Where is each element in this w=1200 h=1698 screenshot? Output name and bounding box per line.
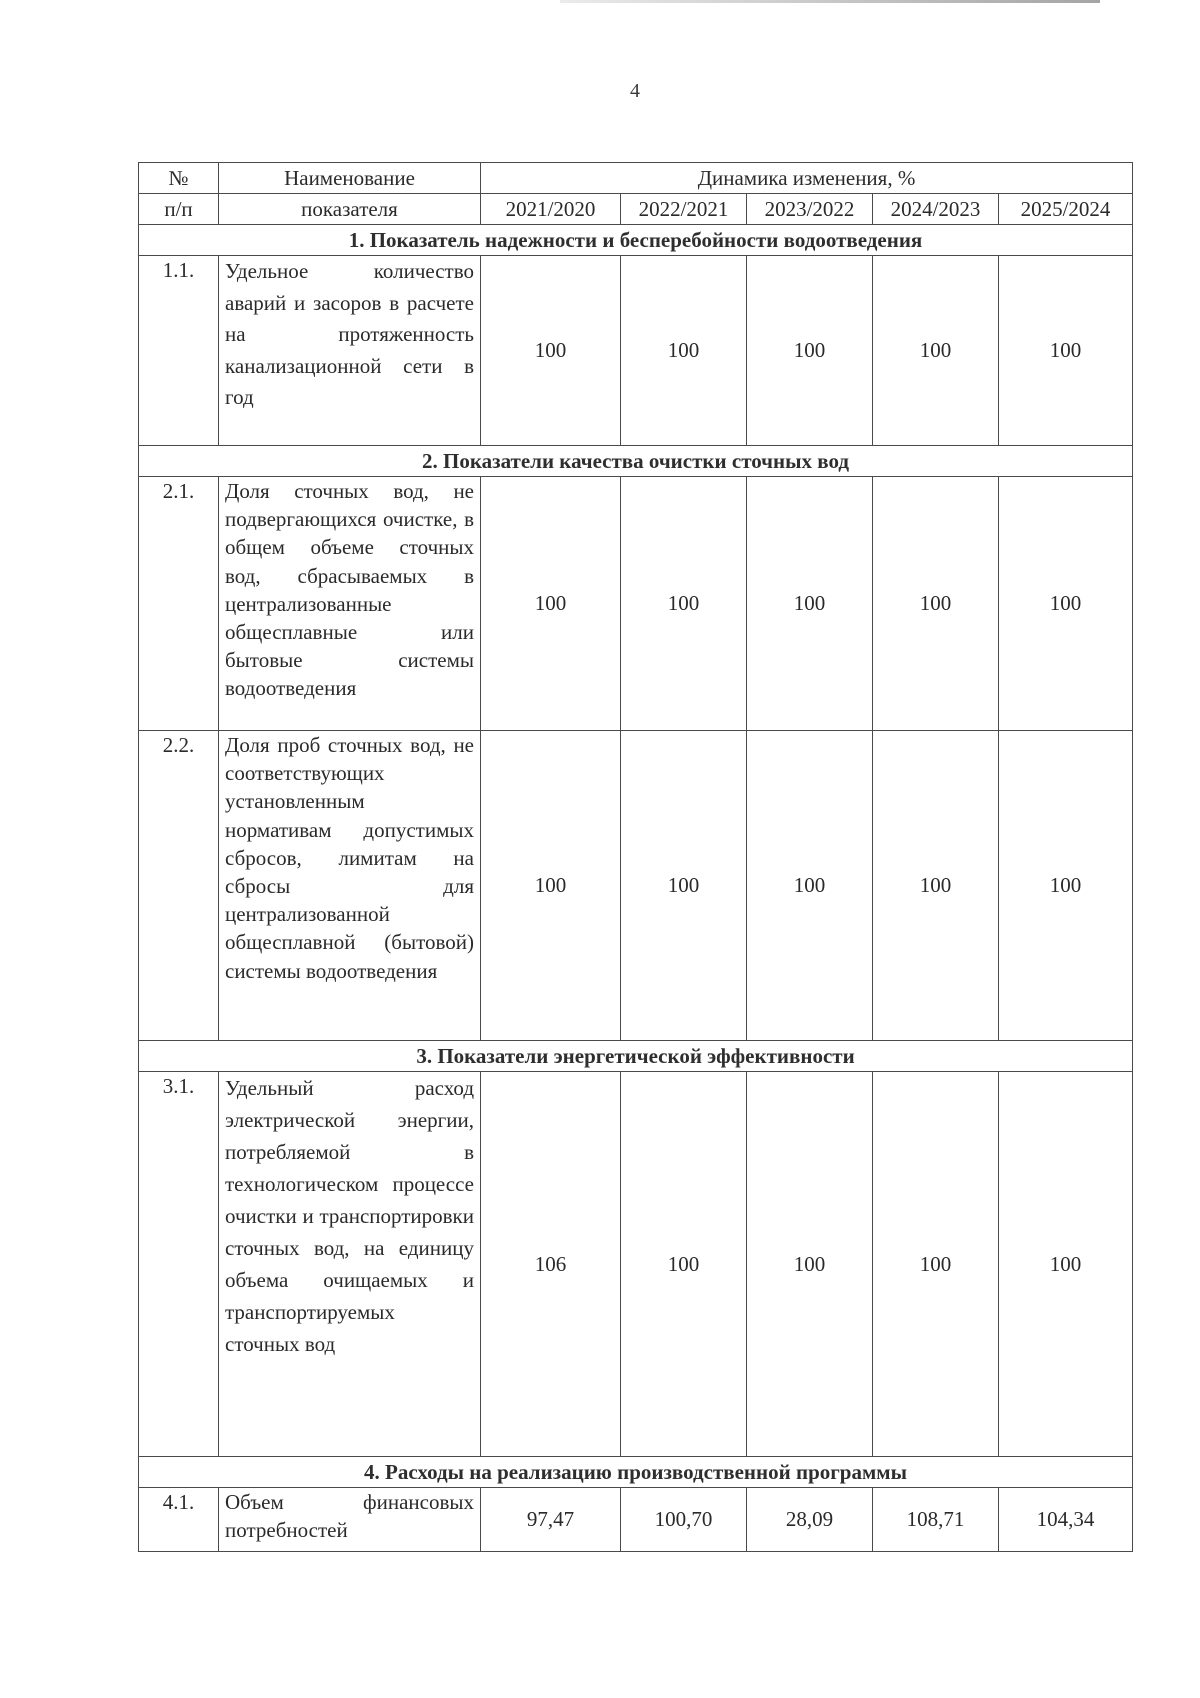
row-value: 100 <box>747 477 873 731</box>
indicators-table <box>138 162 1133 1552</box>
row-value: 100 <box>873 477 999 731</box>
row-value: 100 <box>873 1072 999 1457</box>
row-value: 97,47 <box>481 1488 621 1552</box>
row-value: 100 <box>747 731 873 1041</box>
header-year: 2022/2021 <box>621 194 747 225</box>
row-value: 100 <box>481 256 621 446</box>
header-name-sub: показателя <box>219 194 481 225</box>
row-number: 2.1. <box>139 477 219 731</box>
row-number: 2.2. <box>139 731 219 1041</box>
row-value: 106 <box>481 1072 621 1457</box>
header-year: 2025/2024 <box>999 194 1133 225</box>
row-name-cell <box>219 477 481 731</box>
table-row <box>139 731 1133 1041</box>
row-name: Удельное количество аварий и засоров в расчете на протяженность канализационной сети в год <box>225 259 474 409</box>
row-value: 100 <box>481 731 621 1041</box>
scan-artifact-line <box>560 0 1100 3</box>
row-name: Объем финансовых потребностей <box>225 1490 474 1543</box>
row-value: 104,34 <box>999 1488 1133 1552</box>
section-row <box>139 225 1133 256</box>
row-value: 100 <box>873 256 999 446</box>
section-title: 1. Показатель надежности и бесперебойности водоотведения <box>139 225 1133 256</box>
row-value: 100 <box>621 256 747 446</box>
header-year: 2023/2022 <box>747 194 873 225</box>
row-name: Доля проб сточных вод, не соответствующих установленным нормативам допустимых сбросов, лимитам на сбросы для централизованной общесплавной (бытовой) системы водоотведения <box>225 733 474 983</box>
header-row-1 <box>139 163 1133 194</box>
header-num: № <box>139 163 219 194</box>
row-value: 100,70 <box>621 1488 747 1552</box>
row-value: 108,71 <box>873 1488 999 1552</box>
header-row-2 <box>139 194 1133 225</box>
row-value: 100 <box>999 731 1133 1041</box>
row-name-cell <box>219 1488 481 1552</box>
row-value: 100 <box>621 731 747 1041</box>
row-name-cell <box>219 1072 481 1457</box>
header-year: 2021/2020 <box>481 194 621 225</box>
row-value: 100 <box>481 477 621 731</box>
header-dynamics: Динамика изменения, % <box>481 163 1133 194</box>
row-value: 100 <box>747 1072 873 1457</box>
row-name: Доля сточных вод, не подвергающихся очистке, в общем объеме сточных вод, сбрасываемых в централизованные общесплавные или бытовые системы водоотведения <box>225 479 474 701</box>
section-title: 3. Показатели энергетической эффективности <box>139 1041 1133 1072</box>
row-value: 100 <box>621 477 747 731</box>
row-value: 100 <box>999 477 1133 731</box>
table-row <box>139 477 1133 731</box>
table-row <box>139 1072 1133 1457</box>
row-value: 100 <box>999 1072 1133 1457</box>
section-row <box>139 446 1133 477</box>
section-row <box>139 1041 1133 1072</box>
row-value: 100 <box>999 256 1133 446</box>
row-number: 3.1. <box>139 1072 219 1457</box>
header-num-sub: п/п <box>139 194 219 225</box>
row-value: 28,09 <box>747 1488 873 1552</box>
row-number: 4.1. <box>139 1488 219 1552</box>
header-year: 2024/2023 <box>873 194 999 225</box>
table-row <box>139 256 1133 446</box>
section-title: 4. Расходы на реализацию производственной программы <box>139 1457 1133 1488</box>
page-number: 4 <box>630 80 640 102</box>
row-name-cell <box>219 256 481 446</box>
row-name-cell <box>219 731 481 1041</box>
section-row <box>139 1457 1133 1488</box>
section-title: 2. Показатели качества очистки сточных вод <box>139 446 1133 477</box>
row-value: 100 <box>873 731 999 1041</box>
row-number: 1.1. <box>139 256 219 446</box>
header-name: Наименование <box>219 163 481 194</box>
row-value: 100 <box>747 256 873 446</box>
table-row <box>139 1488 1133 1552</box>
row-name: Удельный расход электрической энергии, потребляемой в технологическом процессе очистки и транспортировки сточных вод, на единицу объема очищаемых и транспортируемых сточных вод <box>225 1076 474 1356</box>
row-value: 100 <box>621 1072 747 1457</box>
